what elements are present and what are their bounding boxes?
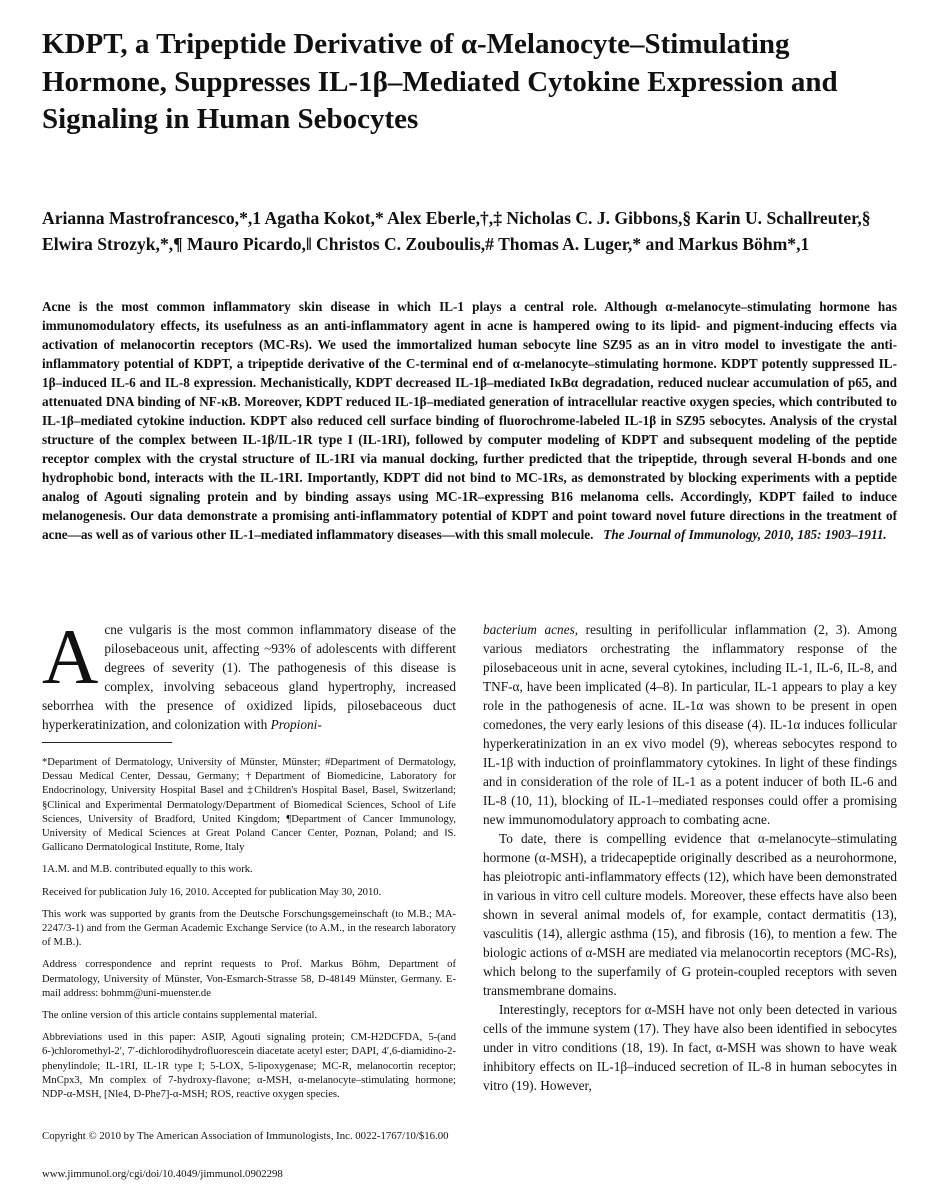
intro-text-cont: , resulting in perifollicular inflammation (2, 3). Among various mediators orchestrating the inflammatory response of the pilosebaceous unit in acne, several cytokines, including IL-1, IL-6, IL-8, and TNF-α, have been implicated (4–8). In particular, IL-1 appears to play a key role in the pathogenesis of acne. IL-1α was shown to be present in open comedones, the very early lesions of this disease (4). IL-1α induces follicular hyperkeratinization in an ex vivo model (9), whereas sebocytes respond to IL-1β with induction of proinflammatory cytokines. In light of these findings and in consideration of the role of IL-1 as a potent inducer of both IL-6 and IL-8 (10, 11), blocking of IL-1–mediated responses could offer a promising new immunomodulatory approach to combating acne.	[483, 622, 897, 827]
article-title: KDPT, a Tripeptide Derivative of α-Melanocyte–Stimulating Hormone, Suppresses IL-1β–Mediated Cytokine Expression and Signaling in Human Sebocytes	[42, 28, 838, 135]
supplemental-note: The online version of this article contains supplemental material.	[42, 1010, 318, 1022]
doi-link[interactable]: www.jimmunol.org/cgi/doi/10.4049/jimmunol.0902298	[42, 1168, 283, 1180]
intro-paragraph-2: To date, there is compelling evidence that α-melanocyte–stimulating hormone (α-MSH), a tridecapeptide originally described as a neurohormone, has pleiotropic anti-inflammatory effects (12), which have been demonstrated in various in vitro cell culture models. Moreover, these effects have also been shown in several animal models of, for example, contact dermatitis (13), vasculitis (14), allergic asthma (15), and fibrosis (16), to mention a few. The biologic actions of α-MSH are mediated via melanocortin receptors (MC-Rs), which belong to the superfamily of G protein-coupled receptors with seven transmembrane domains.	[483, 831, 897, 998]
drop-cap: A	[42, 613, 99, 700]
received-note: Received for publication July 16, 2010. Accepted for publication May 30, 2010.	[42, 886, 382, 898]
intro-paragraph-3: Interestingly, receptors for α-MSH have not only been detected in various cells of the immune system (17). They have also been identified in sebocytes under in vitro conditions (18, 19). In fact, α-MSH was shown to have weak inhibitory effects on IL-1β–induced secretion of IL-8 in human sebocytes in vitro (19). However,	[483, 1002, 897, 1093]
body-left-column	[42, 613, 456, 734]
footnotes	[42, 756, 456, 1110]
equal-contribution-note: 1A.M. and M.B. contributed equally to this work.	[42, 864, 253, 876]
correspondence-note: Address correspondence and reprint requests to Prof. Markus Böhm, Department of Dermatology, University of Münster, Von-Esmarch-Strasse 58, D-48149 Münster, Germany. E-mail address: bohmm@uni-muenster.de	[42, 959, 456, 999]
species-name-part: Propioni-	[270, 717, 322, 732]
species-name-cont: bacterium acnes	[483, 622, 575, 637]
footnote-divider	[42, 742, 172, 743]
abbreviations-note: Abbreviations used in this paper: ASIP, Agouti signaling protein; CM-H2DCFDA, 5-(and 6-)chloromethyl-2′, 7′-dichlorodihydrofluorescein diacetate acetyl ester; DAPI, 4′,6-diamidino-2-phenylindole; IL-1RI, IL-1R type I; 5-LOX, 5-lipoxygenase; MC-R, melanocortin receptor; MnCpx3, Mn complex of 7-hydroxy-flavone; α-MSH, α-melanocyte–stimulating hormone; NDP-α-MSH, [Nle4, D-Phe7]-α-MSH; ROS, reactive oxygen species.	[42, 1032, 456, 1101]
copyright-line: Copyright © 2010 by The American Association of Immunologists, Inc. 0022-1767/10/$16.00	[42, 1130, 449, 1142]
funding-note: This work was supported by grants from the Deutsche Forschungsgemeinschaft (to M.B.; MA-2247/3-1) and from the German Academic Exchange Service (to A.M., in the research laboratory of M.B.).	[42, 908, 456, 949]
intro-text: cne vulgaris is the most common inflammatory disease of the pilosebaceous unit, affecting ~93% of adolescents with different degrees of severity (1). The pathogenesis of this disease is complex, involving sebaceous gland hypertrophy, increased seborrhea with the presence of oxidized lipids, pilosebaceous duct hyperkeratinization, and colonization with	[42, 622, 456, 732]
affiliations-note: *Department of Dermatology, University of Münster, Münster; #Department of Dermatology, Dessau Medical Center, Dessau, Germany; †Department of Biomedicine, Laboratory for Endocrinology, University Hospital Basel and ‡Children's Hospital Basel, Basel, Switzerland; §Clinical and Experimental Dermatology/Department of Biomedical Sciences, School of Life Sciences, University of Bradford, United Kingdom; ¶Department of Cancer Immunology, University of Medical Sciences at Great Poland Cancer Center, Poznan, Poland; and ‖S. Gallicano Dermatological Institute, Rome, Italy	[42, 757, 456, 854]
author-list: Arianna Mastrofrancesco,*,1 Agatha Kokot,* Alex Eberle,†,‡ Nicholas C. J. Gibbons,§ Karin U. Schallreuter,§ Elwira Strozyk,*,¶ Mauro Picardo,‖ Christos C. Zouboulis,# Thomas A. Luger,* and Markus Böhm*,1	[42, 208, 871, 254]
abstract	[42, 297, 897, 544]
abstract-text: Acne is the most common inflammatory skin disease in which IL-1 plays a central role. Although α-melanocyte–stimulating hormone has immunomodulatory effects, its usefulness as an anti-inflammatory agent in acne is hampered owing to its lipid- and pigment-inducing effects via activation of melanocortin receptors (MC-Rs). We used the immortalized human sebocyte line SZ95 as an in vitro model to investigate the anti-inflammatory potential of KDPT, a tripeptide derivative of the C-terminal end of α-melanocyte–stimulating hormone. KDPT potently suppressed IL-1β–induced IL-6 and IL-8 expression. Mechanistically, KDPT decreased IL-1β–mediated IκBα degradation, reduced nuclear accumulation of p65, and attenuated DNA binding of NF-κB. Moreover, KDPT reduced IL-1β–mediated generation of intracellular reactive oxygen species, which contributed to IL-1β–mediated cytokine induction. KDPT also reduced cell surface binding of fluorochrome-labeled IL-1β in SZ95 sebocytes. Analysis of the crystal structure of the complex between IL-1β/IL-1R type I (IL-1RI), followed by computer modeling of KDPT and subsequent modeling of the peptide receptor complex with the crystal structure of IL-1RI via manual docking, further predicted that the tripeptide, through several H-bonds and one hydrophobic bond, interacts with the IL-1RI. Importantly, KDPT did not bind to MC-1Rs, as demonstrated by blocking experiments with a peptide analog of Agouti signaling protein and by binding assays using MC-1R–expressing B16 melanoma cells. Accordingly, KDPT failed to induce melanogenesis. Our data demonstrate a promising anti-inflammatory potential of KDPT and point toward novel future directions in the treatment of acne—as well as of various other IL-1–mediated inflammatory diseases—with this small molecule.	[42, 299, 897, 542]
body-right-column	[483, 620, 897, 1095]
intro-paragraph-1	[42, 613, 456, 734]
journal-citation: The Journal of Immunology, 2010, 185: 1903–1911.	[603, 527, 887, 542]
intro-paragraph-1-cont	[483, 620, 897, 829]
